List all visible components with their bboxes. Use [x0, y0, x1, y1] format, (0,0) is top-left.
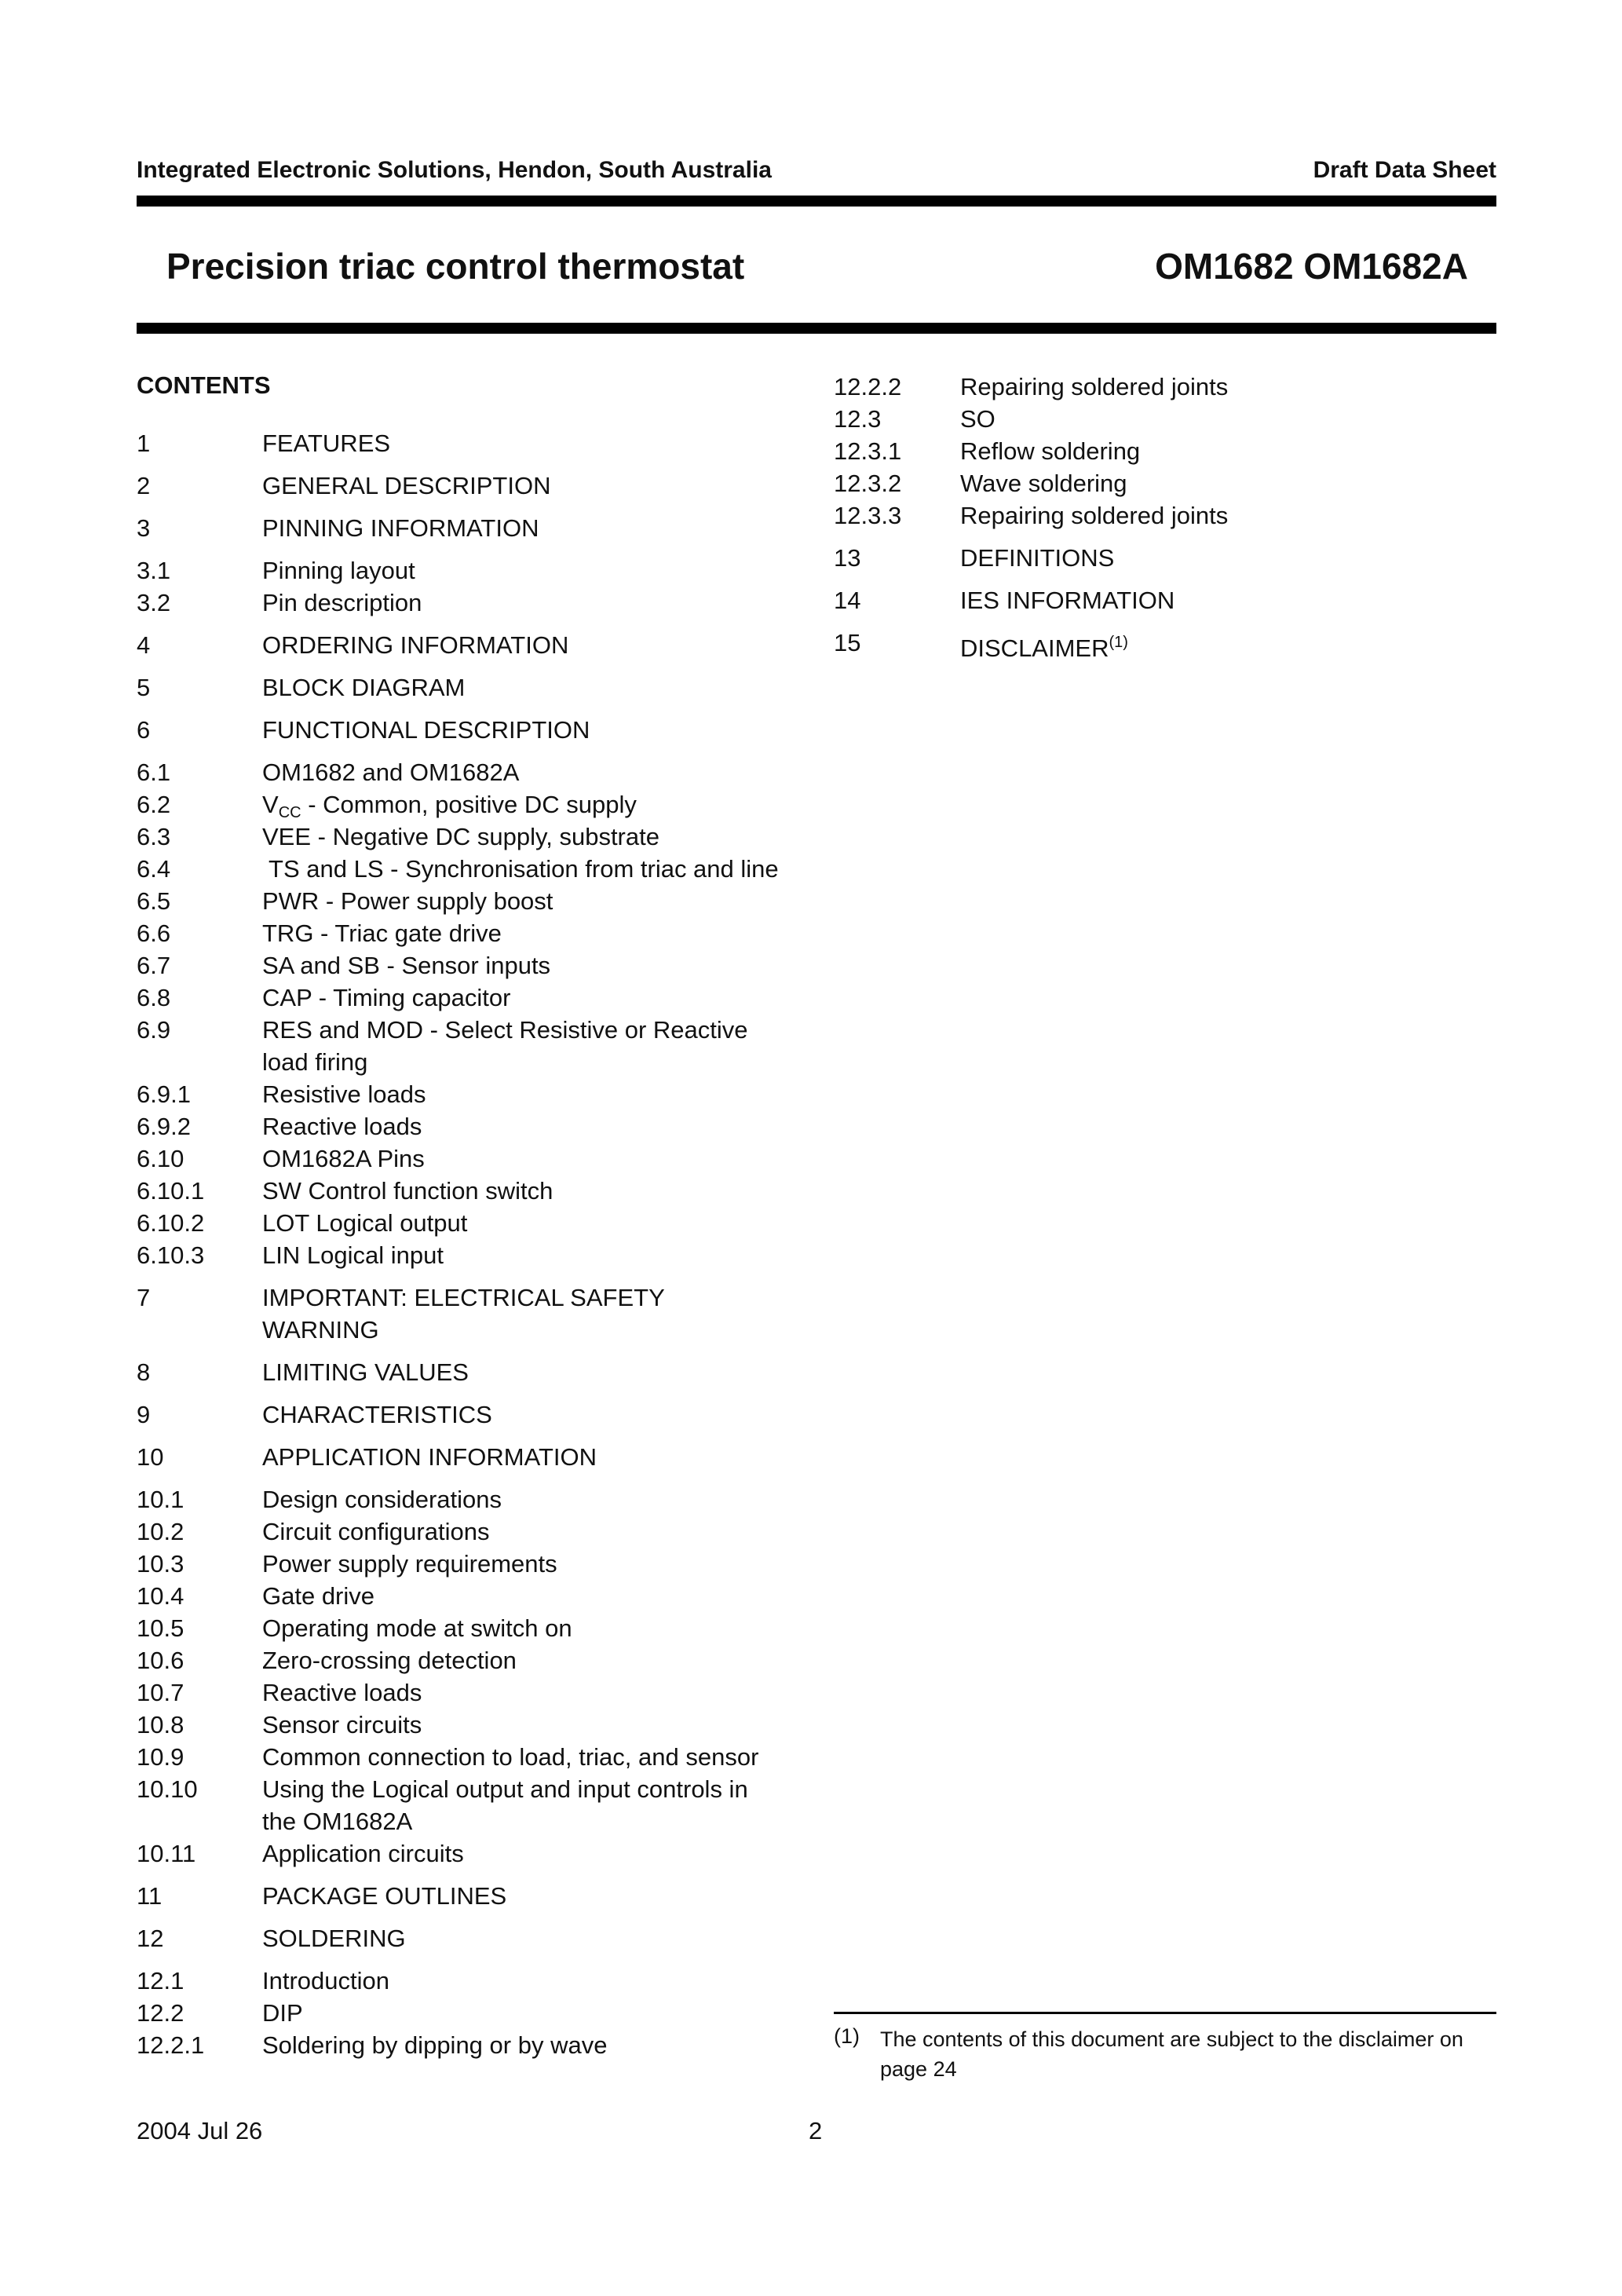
- toc-title: Operating mode at switch on: [262, 1614, 572, 1642]
- toc-title: Zero-crossing detection: [262, 1647, 517, 1674]
- toc-title: LOT Logical output: [262, 1209, 468, 1237]
- footnote-divider: [834, 2012, 1496, 2014]
- toc-number: 10.8: [137, 1711, 184, 1738]
- toc-title: load firing: [262, 1048, 368, 1076]
- toc-number: 3.2: [137, 589, 171, 616]
- toc-title: DISCLAIMER$^{(1)}$: [960, 634, 1128, 662]
- toc-number: 6.3: [137, 823, 171, 850]
- toc-title: Design considerations: [262, 1486, 502, 1513]
- toc-number: 6.8: [137, 984, 171, 1011]
- toc-title: Wave soldering: [960, 470, 1127, 497]
- toc-number: 12: [137, 1925, 164, 1952]
- toc-title: Soldering by dipping or by wave: [262, 2031, 608, 2059]
- toc-title: DEFINITIONS: [960, 544, 1115, 572]
- toc-number: 6.10.3: [137, 1241, 205, 1269]
- toc-title: Application circuits: [262, 1840, 464, 1867]
- toc-title: PWR - Power supply boost: [262, 887, 553, 915]
- toc-number: 12.2.2: [834, 373, 902, 400]
- header-rule-bottom: [137, 323, 1496, 334]
- toc-title: LIMITING VALUES: [262, 1358, 469, 1386]
- toc-title: Common connection to load, triac, and sensor: [262, 1743, 759, 1771]
- toc-number: 10.11: [137, 1840, 196, 1867]
- toc-number: 10.6: [137, 1647, 184, 1674]
- toc-number: 3: [137, 514, 151, 542]
- toc-number: 12.1: [137, 1967, 184, 1994]
- toc-title: BLOCK DIAGRAM: [262, 674, 466, 701]
- toc-number: 6.1: [137, 759, 171, 786]
- toc-number: 12.3.3: [834, 502, 902, 529]
- toc-title: $V_{CC}$ - Common, positive DC supply: [262, 791, 637, 821]
- footnote-mark: (1): [834, 2024, 860, 2048]
- toc-number: 6.9.1: [137, 1080, 191, 1108]
- toc-number: 6.5: [137, 887, 171, 915]
- toc-number: 12.3.2: [834, 470, 902, 497]
- header-rule-top: [137, 196, 1496, 207]
- toc-number: 10.3: [137, 1550, 184, 1578]
- toc-number: 13: [834, 544, 861, 572]
- toc-number: 9: [137, 1401, 151, 1428]
- toc-title: CHARACTERISTICS: [262, 1401, 492, 1428]
- toc-title: SW Control function switch: [262, 1177, 553, 1205]
- toc-number: 5: [137, 674, 151, 701]
- toc-number: 10.4: [137, 1582, 184, 1610]
- toc-number: 4: [137, 631, 151, 659]
- toc-title: Circuit configurations: [262, 1518, 490, 1545]
- toc-number: 10.5: [137, 1614, 184, 1642]
- toc-number: 7: [137, 1284, 151, 1311]
- toc-title: FUNCTIONAL DESCRIPTION: [262, 716, 590, 744]
- toc-number: 12.3: [834, 405, 882, 433]
- toc-title: TRG - Triac gate drive: [262, 919, 502, 947]
- toc-number: 6.7: [137, 952, 171, 979]
- toc-number: 2: [137, 472, 151, 499]
- toc-title: LIN Logical input: [262, 1241, 444, 1269]
- toc-number: 12.2: [137, 1999, 184, 2027]
- toc-number: 6.2: [137, 791, 171, 818]
- toc-title: DIP: [262, 1999, 303, 2027]
- toc-number: 6.6: [137, 919, 171, 947]
- toc-title: Power supply requirements: [262, 1550, 557, 1578]
- toc-title: GENERAL DESCRIPTION: [262, 472, 551, 499]
- toc-title: CAP - Timing capacitor: [262, 984, 511, 1011]
- toc-title: Reactive loads: [262, 1679, 422, 1706]
- toc-title: ORDERING INFORMATION: [262, 631, 569, 659]
- footer-date: 2004 Jul 26: [137, 2117, 263, 2144]
- toc-title: Introduction: [262, 1967, 389, 1994]
- toc-title: IES INFORMATION: [960, 587, 1175, 614]
- toc-title: Repairing soldered joints: [960, 502, 1229, 529]
- footnote-reference[interactable]: (1): [1109, 634, 1128, 651]
- toc-number: 6.9.2: [137, 1113, 191, 1140]
- product-code: OM1682 OM1682A: [1155, 246, 1468, 287]
- company-name: Integrated Electronic Solutions, Hendon, South Australia: [137, 157, 772, 183]
- toc-title: RES and MOD - Select Resistive or Reactive: [262, 1016, 748, 1044]
- toc-title: VEE - Negative DC supply, substrate: [262, 823, 659, 850]
- toc-number: 6.9: [137, 1016, 171, 1044]
- toc-title: Sensor circuits: [262, 1711, 422, 1738]
- toc-title: IMPORTANT: ELECTRICAL SAFETY: [262, 1284, 665, 1311]
- page-title: Precision triac control thermostat: [166, 246, 745, 287]
- toc-number: 15: [834, 629, 861, 656]
- toc-title: PINNING INFORMATION: [262, 514, 539, 542]
- page-number: 2: [809, 2117, 823, 2144]
- toc-title: Using the Logical output and input controls in: [262, 1775, 748, 1803]
- toc-number: 3.1: [137, 557, 171, 584]
- toc-number: 14: [834, 587, 861, 614]
- toc-number: 10.2: [137, 1518, 184, 1545]
- toc-number: 6.4: [137, 855, 171, 883]
- toc-title: WARNING: [262, 1316, 379, 1344]
- toc-number: 8: [137, 1358, 151, 1386]
- toc-title: the OM1682A: [262, 1808, 413, 1835]
- footnote-text: The contents of this document are subject to the disclaimer on page 24: [880, 2027, 1463, 2081]
- toc-title: Pinning layout: [262, 557, 415, 584]
- toc-number: 6: [137, 716, 151, 744]
- contents-heading: CONTENTS: [137, 371, 271, 399]
- toc-number: 6.10.1: [137, 1177, 205, 1205]
- toc-title: SA and SB - Sensor inputs: [262, 952, 551, 979]
- toc-number: 10.1: [137, 1486, 184, 1513]
- toc-title: Gate drive: [262, 1582, 375, 1610]
- toc-title: FEATURES: [262, 430, 391, 457]
- toc-title: Reactive loads: [262, 1113, 422, 1140]
- toc-number: 10.7: [137, 1679, 184, 1706]
- toc-title: OM1682A Pins: [262, 1145, 425, 1172]
- toc-number: 10.10: [137, 1775, 198, 1803]
- toc-title: APPLICATION INFORMATION: [262, 1443, 597, 1471]
- toc-number: 6.10: [137, 1145, 184, 1172]
- toc-title: SOLDERING: [262, 1925, 406, 1952]
- toc-number: 6.10.2: [137, 1209, 205, 1237]
- toc-number: 11: [137, 1882, 163, 1910]
- toc-number: 10: [137, 1443, 164, 1471]
- toc-title: SO: [960, 405, 995, 433]
- toc-title: Resistive loads: [262, 1080, 426, 1108]
- toc-number: 12.2.1: [137, 2031, 205, 2059]
- toc-number: 10.9: [137, 1743, 184, 1771]
- document-type: Draft Data Sheet: [1313, 157, 1496, 183]
- toc-title: TS and LS - Synchronisation from triac and line: [262, 855, 779, 883]
- toc-title: Repairing soldered joints: [960, 373, 1229, 400]
- toc-number: 1: [137, 430, 151, 457]
- toc-title: Reflow soldering: [960, 437, 1141, 465]
- toc-number: 12.3.1: [834, 437, 902, 465]
- toc-title: OM1682 and OM1682A: [262, 759, 520, 786]
- toc-title: PACKAGE OUTLINES: [262, 1882, 507, 1910]
- toc-title: Pin description: [262, 589, 422, 616]
